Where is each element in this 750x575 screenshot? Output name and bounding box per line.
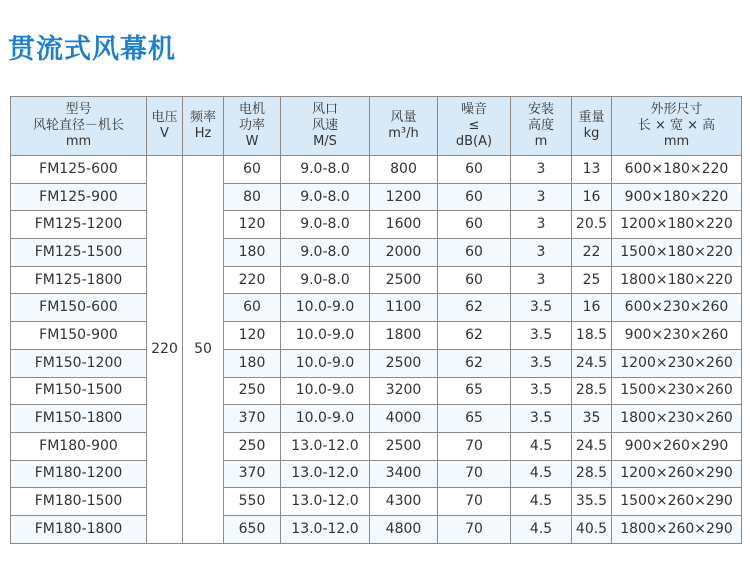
cell-motor-power: 180	[224, 239, 281, 267]
cell-noise: 60	[438, 156, 511, 184]
cell-install-height: 3	[511, 211, 572, 239]
cell-motor-power: 180	[224, 349, 281, 377]
cell-outlet-speed: 9.0-8.0	[281, 239, 370, 267]
cell-install-height: 3.5	[511, 322, 572, 350]
cell-airflow: 1200	[370, 183, 438, 211]
cell-motor-power: 370	[224, 460, 281, 488]
table-row	[11, 405, 742, 433]
cell-noise: 70	[438, 432, 511, 460]
table-row	[11, 266, 742, 294]
header-model-line: 风轮直径－机长	[32, 118, 124, 133]
table-row	[11, 156, 742, 184]
header-install-height-line: 高度	[527, 118, 554, 133]
header-install-height-line: m	[534, 134, 548, 149]
header-airflow-line: m³/h	[388, 126, 419, 141]
table-row	[11, 488, 742, 516]
cell-weight: 28.5	[572, 460, 612, 488]
cell-noise: 62	[438, 322, 511, 350]
cell-model: FM150-600	[11, 294, 147, 322]
header-weight-line: 重量	[578, 110, 605, 125]
header-noise-line: 噪音	[460, 102, 487, 117]
cell-model: FM180-1200	[11, 460, 147, 488]
table-row	[11, 239, 742, 267]
header-frequency-line: 频率	[189, 110, 216, 125]
cell-install-height: 4.5	[511, 460, 572, 488]
table-row	[11, 294, 742, 322]
cell-noise: 60	[438, 266, 511, 294]
cell-dimensions: 1200×260×290	[612, 460, 742, 488]
header-outlet-speed-line: M/S	[313, 134, 337, 149]
cell-outlet-speed: 9.0-8.0	[281, 156, 370, 184]
cell-airflow: 4300	[370, 488, 438, 516]
cell-dimensions: 1800×180×220	[612, 266, 742, 294]
table-body	[11, 156, 742, 544]
header-noise-line: dB(A)	[455, 134, 493, 149]
cell-outlet-speed: 13.0-12.0	[281, 460, 370, 488]
cell-outlet-speed: 13.0-12.0	[281, 432, 370, 460]
cell-install-height: 3.5	[511, 377, 572, 405]
cell-motor-power: 650	[224, 515, 281, 543]
cell-weight: 24.5	[572, 349, 612, 377]
spec-table	[10, 96, 742, 544]
header-motor-power-line: W	[245, 134, 259, 149]
header-model-line: 型号	[65, 102, 92, 117]
cell-airflow: 3200	[370, 377, 438, 405]
cell-weight: 22	[572, 239, 612, 267]
header-voltage-line: 电压	[151, 110, 178, 125]
cell-install-height: 3	[511, 183, 572, 211]
cell-dimensions: 600×230×260	[612, 294, 742, 322]
table-row	[11, 211, 742, 239]
cell-airflow: 1600	[370, 211, 438, 239]
cell-model: FM180-1800	[11, 515, 147, 543]
cell-airflow: 2500	[370, 432, 438, 460]
cell-weight: 35	[572, 405, 612, 433]
cell-model: FM150-1500	[11, 377, 147, 405]
cell-weight: 13	[572, 156, 612, 184]
header-motor-power-line: 功率	[238, 118, 265, 133]
cell-install-height: 3.5	[511, 349, 572, 377]
cell-airflow: 2500	[370, 266, 438, 294]
cell-install-height: 3.5	[511, 405, 572, 433]
header-noise	[438, 97, 511, 156]
cell-weight: 35.5	[572, 488, 612, 516]
cell-dimensions: 1200×230×260	[612, 349, 742, 377]
cell-outlet-speed: 9.0-8.0	[281, 183, 370, 211]
header-frequency	[183, 97, 224, 156]
page-title: 贯流式风幕机	[8, 34, 176, 65]
cell-motor-power: 60	[224, 294, 281, 322]
cell-model: FM125-1200	[11, 211, 147, 239]
cell-weight: 18.5	[572, 322, 612, 350]
cell-dimensions: 1500×260×290	[612, 488, 742, 516]
cell-model: FM150-900	[11, 322, 147, 350]
header-outlet-speed-line: 风口	[311, 102, 338, 117]
header-model-line: mm	[65, 134, 92, 149]
cell-weight: 24.5	[572, 432, 612, 460]
cell-airflow: 2500	[370, 349, 438, 377]
header-weight-line: kg	[583, 126, 600, 141]
cell-noise: 70	[438, 488, 511, 516]
cell-dimensions: 1500×230×260	[612, 377, 742, 405]
cell-noise: 60	[438, 211, 511, 239]
cell-airflow: 3400	[370, 460, 438, 488]
cell-dimensions: 1800×260×290	[612, 515, 742, 543]
cell-noise: 62	[438, 294, 511, 322]
cell-weight: 28.5	[572, 377, 612, 405]
cell-outlet-speed: 13.0-12.0	[281, 488, 370, 516]
cell-weight: 20.5	[572, 211, 612, 239]
cell-outlet-speed: 10.0-9.0	[281, 377, 370, 405]
header-model	[11, 97, 147, 156]
header-motor-power-line: 电机	[238, 102, 265, 117]
cell-noise: 60	[438, 239, 511, 267]
cell-airflow: 800	[370, 156, 438, 184]
cell-motor-power: 250	[224, 432, 281, 460]
cell-weight: 40.5	[572, 515, 612, 543]
cell-noise: 60	[438, 183, 511, 211]
cell-motor-power: 120	[224, 211, 281, 239]
cell-motor-power: 370	[224, 405, 281, 433]
cell-dimensions: 1800×230×260	[612, 405, 742, 433]
cell-model: FM125-1800	[11, 266, 147, 294]
cell-motor-power: 80	[224, 183, 281, 211]
table-row	[11, 515, 742, 543]
header-airflow-line: 风量	[390, 110, 417, 125]
table-row	[11, 377, 742, 405]
cell-airflow: 2000	[370, 239, 438, 267]
cell-noise: 65	[438, 405, 511, 433]
cell-dimensions: 900×180×220	[612, 183, 742, 211]
cell-noise: 62	[438, 349, 511, 377]
cell-model: FM180-900	[11, 432, 147, 460]
table-row	[11, 349, 742, 377]
header-dimensions-line: 长 × 宽 × 高	[637, 118, 716, 133]
cell-install-height: 4.5	[511, 515, 572, 543]
cell-outlet-speed: 10.0-9.0	[281, 294, 370, 322]
table-row	[11, 322, 742, 350]
cell-model: FM150-1800	[11, 405, 147, 433]
header-dimensions	[612, 97, 742, 156]
header-motor-power	[224, 97, 281, 156]
cell-airflow: 1100	[370, 294, 438, 322]
table-row	[11, 460, 742, 488]
cell-weight: 25	[572, 266, 612, 294]
header-voltage	[147, 97, 183, 156]
cell-install-height: 4.5	[511, 488, 572, 516]
cell-airflow: 4000	[370, 405, 438, 433]
header-install-height	[511, 97, 572, 156]
cell-noise: 65	[438, 377, 511, 405]
cell-noise: 70	[438, 515, 511, 543]
header-dimensions-line: mm	[663, 134, 690, 149]
cell-motor-power: 550	[224, 488, 281, 516]
header-dimensions-line: 外形尺寸	[650, 102, 703, 117]
cell-model: FM125-900	[11, 183, 147, 211]
header-weight	[572, 97, 612, 156]
cell-airflow: 1800	[370, 322, 438, 350]
cell-motor-power: 250	[224, 377, 281, 405]
cell-dimensions: 900×230×260	[612, 322, 742, 350]
table-row	[11, 432, 742, 460]
cell-install-height: 4.5	[511, 432, 572, 460]
cell-motor-power: 220	[224, 266, 281, 294]
cell-outlet-speed: 9.0-8.0	[281, 266, 370, 294]
table-row	[11, 183, 742, 211]
cell-model: FM125-600	[11, 156, 147, 184]
cell-outlet-speed: 10.0-9.0	[281, 349, 370, 377]
header-outlet-speed-line: 风速	[311, 118, 338, 133]
header-outlet-speed	[281, 97, 370, 156]
cell-model: FM125-1500	[11, 239, 147, 267]
cell-weight: 16	[572, 183, 612, 211]
cell-motor-power: 60	[224, 156, 281, 184]
cell-voltage: 220	[147, 156, 183, 544]
header-voltage-line: V	[160, 126, 169, 141]
cell-weight: 16	[572, 294, 612, 322]
header-row	[11, 97, 742, 156]
cell-install-height: 3.5	[511, 294, 572, 322]
header-noise-line: ≤	[468, 118, 480, 133]
cell-outlet-speed: 10.0-9.0	[281, 322, 370, 350]
cell-dimensions: 600×180×220	[612, 156, 742, 184]
cell-outlet-speed: 10.0-9.0	[281, 405, 370, 433]
cell-noise: 70	[438, 460, 511, 488]
cell-dimensions: 1200×180×220	[612, 211, 742, 239]
cell-install-height: 3	[511, 266, 572, 294]
cell-airflow: 4800	[370, 515, 438, 543]
cell-outlet-speed: 9.0-8.0	[281, 211, 370, 239]
cell-outlet-speed: 13.0-12.0	[281, 515, 370, 543]
cell-model: FM180-1500	[11, 488, 147, 516]
cell-dimensions: 1500×180×220	[612, 239, 742, 267]
cell-install-height: 3	[511, 156, 572, 184]
cell-frequency: 50	[183, 156, 224, 544]
cell-model: FM150-1200	[11, 349, 147, 377]
cell-motor-power: 120	[224, 322, 281, 350]
cell-install-height: 3	[511, 239, 572, 267]
header-frequency-line: Hz	[194, 126, 212, 141]
cell-dimensions: 900×260×290	[612, 432, 742, 460]
header-install-height-line: 安装	[527, 102, 554, 117]
header-airflow	[370, 97, 438, 156]
